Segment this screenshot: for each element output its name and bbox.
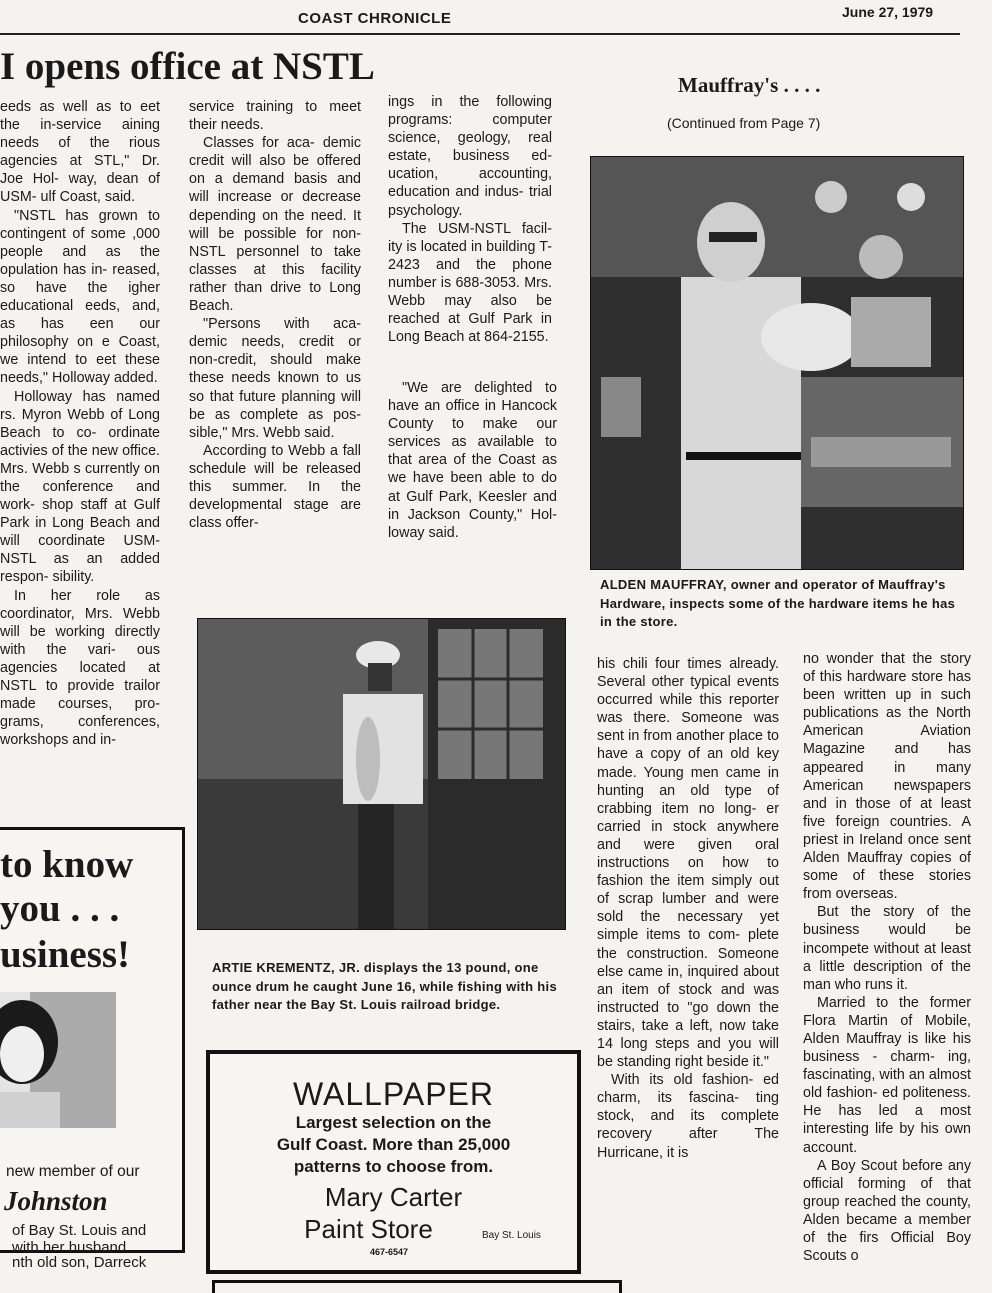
fishing-image [198,619,565,929]
paragraph: his chili four times already. Several other typical events occurred while this reporter was there. Someone was sent in from another place to have a copy of an old key made. Young men came in hunting an old type of crabbing item no long- er carried in stock anywhere and were given oral instructions on how to fashion the item simply out of scrap lumber and were sold the necessary yet simple items to com- plete the construction. Someone else came in, inquired about an item of stock and was instructed to "go down the stairs, take a left, now take 14 long steps and you will be standing right beside it." [597,656,779,1071]
ad-headline-1: to know [0,843,134,886]
continued-note: (Continued from Page 7) [667,115,821,131]
paragraph: The USM-NSTL facil- ity is located in building T-2423 and the phone number is 688-3053. Mrs. Webb may also be reached at Gulf Park in Long Beach at 864-2155. [388,220,552,346]
mauffray-column-2 [803,650,971,1265]
paragraph: "Persons with aca- demic needs, credit or non-credit, should make these needs known to us so that future planning will be as complete as pos- sible," Mrs. Webb said. [189,316,361,441]
paragraph: eeds as well as to eet the in-service aining needs of the rious agencies at STL," Dr. Joe Hol- way, dean of USM- ulf Coast, said. [0,99,160,206]
paragraph: In her role as coordinator, Mrs. Webb will be working directly with the vari- ous agencies located at NSTL to provide trailor made courses, pro- grams, conferences, workshops and in- [0,587,160,749]
paragraph: Married to the former Flora Martin of Mobile, Alden Mauffray is like his business - charm- ing, fascinating, with an almost old fashion- ed politeness. He has led a most interesting life by his own account. [803,994,971,1156]
member-name: Johnston [4,1186,108,1216]
ad-headline-2: you . . . [0,887,120,930]
store-name-2: Paint Store [304,1214,433,1244]
paragraph: According to Webb a fall schedule will be released this summer. In the developmental stage are class offer- [189,442,361,532]
masthead-rule [0,33,960,35]
paragraph: Holloway has named rs. Myron Webb of Long Beach to co- ordinate activies of the new office. Mrs. Webb s currently on the conference and work- shop staff at Gulf Park in Long Beach and will coordinate USM-NSTL as an added respon- sibility. [0,388,160,586]
portrait-image [0,992,116,1128]
store-location: Bay St. Louis [482,1230,541,1241]
paragraph: "We are delighted to have an office in Hancock County to make our services as available to that area of the Coast as we have been able to do at Gulf Park, Keesler and in Jackson County," Hol- loway said. [388,380,557,541]
store-name-1: Mary Carter [324,1182,463,1212]
ad-line-a: of Bay St. Louis and [12,1222,147,1239]
ad-line-b: with her husband [12,1239,127,1256]
paragraph: But the story of the business would be incompete without at least a little description of the man who runs it. [803,904,971,993]
wallpaper-ad [206,1050,581,1274]
wallpaper-line-2: Gulf Coast. More than 25,000 [276,1135,511,1154]
issue-date: June 27, 1979 [842,4,934,20]
mauffray-photo [590,156,964,570]
next-ad-border [212,1280,622,1293]
hardware-store-image [591,157,963,569]
paragraph: Classes for aca- demic credit will also be offered on a demand basis and will increase or decrease depending on the need. It will be possible for non-NSTL personnel to take classes at this facility rather than drive to Long Beach. [189,135,361,315]
mauffray-column-1 [597,655,779,1162]
ad-intro: new member of our [6,1163,140,1180]
member-portrait [0,992,116,1128]
fishing-photo [197,618,566,930]
publication-name: COAST CHRONICLE [298,10,452,27]
mauffray-title: Mauffray's . . . . [678,73,821,97]
nstl-column-1 [0,98,160,749]
nstl-column-3 [388,93,552,346]
paragraph: A Boy Scout before any official forming of that group reached the county, Alden became a member of the firs Official Boy Scouts o [803,1157,971,1265]
nstl-column-2 [189,98,361,532]
store-phone: 467-6547 [370,1247,409,1257]
nstl-column-3-quote [388,379,557,542]
ad-line-c: nth old son, Darreck [12,1254,147,1271]
paragraph: With its old fashion- ed charm, its fascina- ting stock, and its complete recovery after The Hurricane, it is [597,1072,779,1161]
wallpaper-title: WALLPAPER [292,1076,495,1112]
wallpaper-line-3: patterns to choose from. [293,1157,494,1176]
wallpaper-line-1: Largest selection on the [295,1113,492,1132]
paragraph: no wonder that the story of this hardware store has been written up in such publications as the North American Aviation Magazine and has appeared in many American newspapers and in those of at least five foreign countries. A priest in Ireland once sent Alden Mauffray copies of some of these stories from overseas. [803,651,971,903]
paragraph: ings in the following programs: computer science, geology, real estate, business ed- ucation, accounting, education and indus- trial psychology. [388,94,552,219]
paragraph: "NSTL has grown to contingent of some ,000 people and as the opulation has in- reased, so have the igher educational eeds, and, as has een our philosophy on e Coast, we intend to eet these needs," Holloway added. [0,207,160,387]
new-member-ad [0,827,185,1256]
mauffray-photo-caption: ALDEN MAUFFRAY, owner and operator of Mauffray's Hardware, inspects some of the hardware items he has in the store. [600,577,956,629]
paragraph: service training to meet their needs. [189,99,361,134]
headline-nstl: I opens office at NSTL [0,45,375,88]
ad-headline-3: usiness! [0,933,131,976]
fishing-photo-caption: ARTIE KREMENTZ, JR. displays the 13 pound, one ounce drum he caught June 16, while fishing with his father near the Bay St. Louis railroad bridge. [212,960,557,1012]
